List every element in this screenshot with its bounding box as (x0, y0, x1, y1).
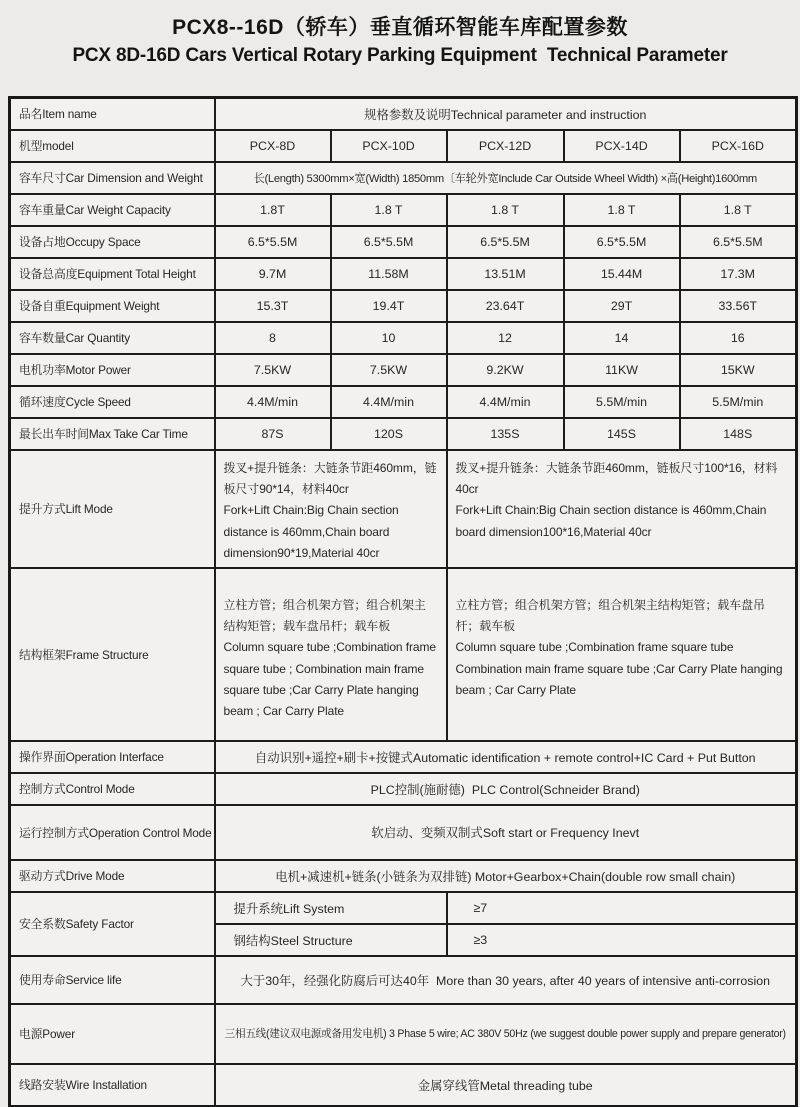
row-frame-structure (10, 568, 797, 741)
value-cell: 23.64T (447, 290, 564, 322)
value-cell: 4.4M/min (331, 386, 447, 418)
value-cell: PLC控制(施耐德) PLC Control(Schneider Brand) (215, 773, 797, 805)
row-label: 容车重量Car Weight Capacity (10, 194, 215, 226)
row-label: 控制方式Control Mode (10, 773, 215, 805)
row-model (10, 130, 797, 162)
row-label: 设备占地Occupy Space (10, 226, 215, 258)
row-control-mode (10, 773, 797, 805)
row-safety-factor-lift-system (10, 892, 797, 924)
value-cell: 6.5*5.5M (215, 226, 331, 258)
value-cell: 7.5KW (331, 354, 447, 386)
row-lift-mode (10, 450, 797, 568)
row-label: 驱动方式Drive Mode (10, 860, 215, 892)
value-cell: 14 (564, 322, 680, 354)
row-label: 电机功率Motor Power (10, 354, 215, 386)
lift-mode-english: Fork+Lift Chain:Big Chain section distance is 460mm,Chain board dimension100*16,Material 40cr (455, 503, 767, 539)
row-label: 容车尺寸Car Dimension and Weight (10, 162, 215, 194)
row-item-name (10, 98, 797, 130)
safety-sub-label: 钢结构Steel Structure (215, 924, 447, 956)
model-cell: PCX-16D (680, 130, 797, 162)
row-max-take-car-time (10, 418, 797, 450)
value-cell: 11KW (564, 354, 680, 386)
row-equipment-weight (10, 290, 797, 322)
row-label: 机型model (10, 130, 215, 162)
value-cell: 6.5*5.5M (680, 226, 797, 258)
row-label: 电源Power (10, 1004, 215, 1064)
value-cell: 1.8 T (331, 194, 447, 226)
value-cell: 1.8T (215, 194, 331, 226)
value-cell: 1.8 T (447, 194, 564, 226)
lift-mode-large-models-cell (447, 450, 797, 568)
value-cell: 16 (680, 322, 797, 354)
value-cell: 6.5*5.5M (564, 226, 680, 258)
row-label: 设备总高度Equipment Total Height (10, 258, 215, 290)
row-cycle-speed (10, 386, 797, 418)
row-car-weight (10, 194, 797, 226)
value-cell: 1.8 T (564, 194, 680, 226)
lift-mode-chinese: 拨叉+提升链条：大链条节距460mm，链板尺寸90*14，材料40cr (223, 460, 437, 496)
value-cell: 33.56T (680, 290, 797, 322)
value-cell: 135S (447, 418, 564, 450)
frame-structure-chinese: 立柱方管；组合机架方管；组合机架主结构矩管；载车盘吊杆；载车板 (223, 597, 426, 633)
row-car-dimension (10, 162, 797, 194)
value-cell: 10 (331, 322, 447, 354)
value-cell: 9.2KW (447, 354, 564, 386)
value-cell: 8 (215, 322, 331, 354)
value-cell: 120S (331, 418, 447, 450)
value-cell: 6.5*5.5M (447, 226, 564, 258)
value-cell: 87S (215, 418, 331, 450)
row-label: 提升方式Lift Mode (10, 450, 215, 568)
model-cell: PCX-14D (564, 130, 680, 162)
value-cell: 电机+减速机+链条(小链条为双排链) Motor+Gearbox+Chain(double row small chain) (215, 860, 797, 892)
value-cell: 19.4T (331, 290, 447, 322)
row-operation-interface (10, 741, 797, 773)
value-cell: 29T (564, 290, 680, 322)
row-label: 结构框架Frame Structure (10, 568, 215, 741)
lift-mode-small-models-cell (215, 450, 447, 568)
value-cell: 148S (680, 418, 797, 450)
model-cell: PCX-10D (331, 130, 447, 162)
row-wire-installation (10, 1064, 797, 1107)
value-cell: 6.5*5.5M (331, 226, 447, 258)
model-cell: PCX-12D (447, 130, 564, 162)
value-cell: 软启动、变频双制式Soft start or Frequency Inevt (215, 805, 797, 860)
value-cell: 145S (564, 418, 680, 450)
row-drive-mode (10, 860, 797, 892)
value-cell: 4.4M/min (215, 386, 331, 418)
row-total-height (10, 258, 797, 290)
value-cell: 11.58M (331, 258, 447, 290)
row-label: 安全系数Safety Factor (10, 892, 215, 956)
row-power (10, 1004, 797, 1064)
row-occupy-space (10, 226, 797, 258)
value-cell: 大于30年，经强化防腐后可达40年 More than 30 years, after 40 years of intensive anti-corrosion (215, 956, 797, 1004)
value-cell: 12 (447, 322, 564, 354)
row-label: 最长出车时间Max Take Car Time (10, 418, 215, 450)
value-cell: 长(Length) 5300mm×宽(Width) 1850mm〔车轮外宽Include Car Outside Wheel Width) ×高(Height)1600mm (215, 162, 797, 194)
value-cell: 金属穿线管Metal threading tube (215, 1064, 797, 1107)
safety-sub-value: ≥3 (447, 924, 797, 956)
value-cell: 规格参数及说明Technical parameter and instruction (215, 98, 797, 130)
row-car-quantity (10, 322, 797, 354)
value-cell: 15KW (680, 354, 797, 386)
row-label: 设备自重Equipment Weight (10, 290, 215, 322)
value-cell: 17.3M (680, 258, 797, 290)
value-cell: 15.3T (215, 290, 331, 322)
value-cell: 15.44M (564, 258, 680, 290)
row-operation-control-mode (10, 805, 797, 860)
frame-structure-english: Column square tube ;Combination frame square tube Combination main frame square tube ;Car Carry Plate hanging beam ; Car Carry Plate (455, 640, 783, 697)
frame-structure-chinese: 立柱方管；组合机架方管；组合机架主结构矩管；载车盘吊杆；载车板 (455, 597, 765, 633)
model-cell: PCX-8D (215, 130, 331, 162)
row-label: 循环速度Cycle Speed (10, 386, 215, 418)
row-service-life (10, 956, 797, 1004)
row-label: 操作界面Operation Interface (10, 741, 215, 773)
frame-structure-large-models-cell (447, 568, 797, 741)
value-cell: 自动识别+遥控+刷卡+按键式Automatic identification + remote control+IC Card + Put Button (215, 741, 797, 773)
technical-parameter-table (8, 96, 798, 1107)
row-label: 使用寿命Service life (10, 956, 215, 1004)
page-title-english: PCX 8D-16D Cars Vertical Rotary Parking Equipment Technical Parameter (72, 45, 728, 66)
value-cell: 5.5M/min (564, 386, 680, 418)
value-cell: 1.8 T (680, 194, 797, 226)
lift-mode-chinese: 拨叉+提升链条：大链条节距460mm，链板尺寸100*16，材料40cr (455, 460, 778, 496)
page-header (0, 0, 800, 96)
value-cell: 13.51M (447, 258, 564, 290)
row-label: 容车数量Car Quantity (10, 322, 215, 354)
value-cell: 9.7M (215, 258, 331, 290)
value-cell: 7.5KW (215, 354, 331, 386)
row-motor-power (10, 354, 797, 386)
lift-mode-english: Fork+Lift Chain:Big Chain section distance is 460mm,Chain board dimension90*19,Material 40cr (223, 503, 399, 560)
row-label: 线路安装Wire Installation (10, 1064, 215, 1107)
safety-sub-value: ≥7 (447, 892, 797, 924)
frame-structure-small-models-cell (215, 568, 447, 741)
value-cell: 4.4M/min (447, 386, 564, 418)
value-cell: 三相五线(建议双电源或备用发电机) 3 Phase 5 wire; AC 380V 50Hz (we suggest double power supply and prepare generator) (215, 1004, 797, 1064)
row-label: 品名Item name (10, 98, 215, 130)
page-title-chinese: PCX8--16D（轿车）垂直循环智能车库配置参数 (172, 16, 628, 39)
value-cell: 5.5M/min (680, 386, 797, 418)
safety-sub-label: 提升系统Lift System (215, 892, 447, 924)
row-label: 运行控制方式Operation Control Mode (10, 805, 215, 860)
frame-structure-english: Column square tube ;Combination frame square tube ; Combination main frame square tube ;Car Carry Plate hanging beam ; Car Carry Plate (223, 640, 436, 719)
